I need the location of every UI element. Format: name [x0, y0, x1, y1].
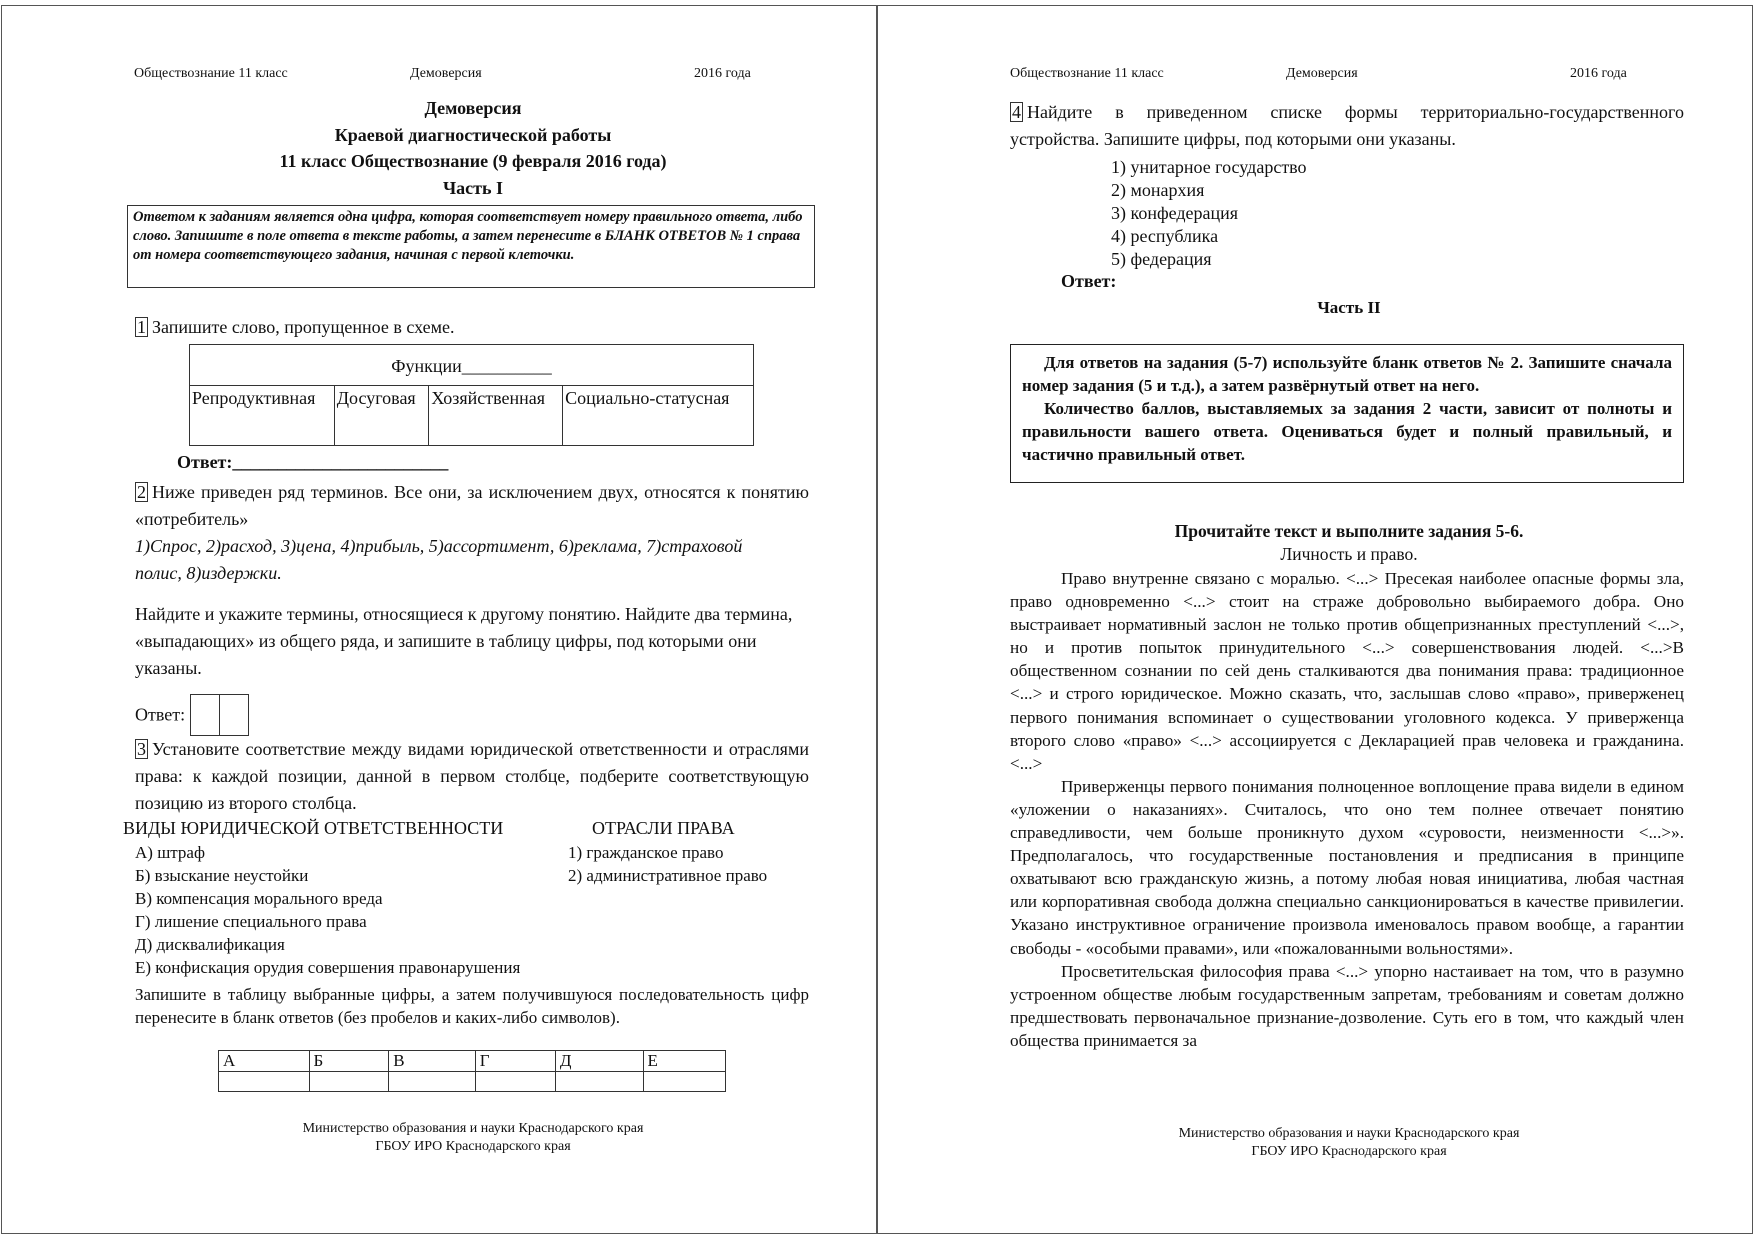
list-item: 1) гражданское право [568, 843, 724, 862]
question-text: Запишите слово, пропущенное в схеме. [152, 317, 455, 337]
question-3-task: Запишите в таблицу выбранные цифры, а затем получившуюся последовательность цифр перенесите в бланк ответов (без пробелов и каких-либо символов). [135, 985, 809, 1027]
letter-cell: Д [555, 1051, 643, 1072]
question-number: 4 [1012, 102, 1021, 122]
answer-table-3 [218, 1050, 726, 1092]
paragraph: Приверженцы первого понимания полноценное воплощение права видели в едином «уложении о наказаниях». Считалось, что оно тем полнее отвечает понятию справедливости, чем больше проникнуто духом «суровости, неизменности <...>». Предполагалось, что государственные постановления и предписания в принципе охватывают всю гражданскую жизнь, а потому любая новая инициатива, любая частная или корпоративная свобода должна специально санкционироваться в качестве привилегии. Указано инструктивное ограничение произвола именовалось правом вообще, а гарантии свободы - «особыми правами», или «пожалованными вольностями». [1010, 776, 1684, 958]
question-1 [135, 317, 455, 338]
answer-cell[interactable] [219, 1072, 310, 1092]
list-item: 2) административное право [568, 866, 768, 885]
answer-cell[interactable] [309, 1072, 389, 1092]
header-subject: Обществознание 11 класс [1010, 66, 1164, 81]
answer-cell[interactable] [190, 694, 220, 736]
instructions-text: Ответом к заданиям является одна цифра, которая соответствует номеру правильного ответа, либо слово. Запишите в поле ответа в тексте работы, а затем перенесите в БЛАНК ОТВЕТОВ № 1 справа от номера соответствующего задания, начиная с первой клеточки. [133, 209, 803, 263]
letter-cell: Е [643, 1051, 726, 1072]
letter-cell: А [219, 1051, 310, 1072]
part-title: Часть I [442, 178, 504, 198]
column-1-list [135, 841, 520, 979]
header-type: Демоверсия [410, 66, 482, 81]
letter-cell: Г [475, 1051, 555, 1072]
function-cell: Хозяйственная [429, 386, 563, 446]
instructions-box [127, 205, 815, 288]
options-list [1111, 156, 1307, 271]
instructions-paragraph: Количество баллов, выставляемых за задания 2 части, зависит от полноты и правильности вашего ответа. Оцениваться будет и полный правильный, и частично правильный ответ. [1022, 399, 1672, 464]
part-2-title: Часть II [1317, 298, 1381, 317]
terms-list: 1)Спрос, 2)расход, 3)цена, 4)прибыль, 5)ассортимент, 6)реклама, 7)страховой полис, 8)издержки. [135, 536, 743, 583]
answer-cell[interactable] [555, 1072, 643, 1092]
footer-institute: ГБОУ ИРО Краснодарского края [1251, 1144, 1447, 1159]
question-number: 2 [137, 482, 146, 502]
text-title: Личность и право. [1280, 544, 1418, 564]
question-number: 1 [137, 317, 146, 337]
option-item: 4) республика [1111, 226, 1219, 246]
letter-cell: Б [309, 1051, 389, 1072]
question-text: Установите соответствие между видами юридической ответственности и отраслями права: к каждой позиции, данной в первом столбце, подберите соответствующую позицию из второго столбца. [135, 739, 809, 813]
column-2-title: ОТРАСЛИ ПРАВА [592, 818, 735, 838]
header-subject: Обществознание 11 класс [134, 66, 288, 81]
footer-ministry: Министерство образования и науки Краснодарского края [302, 1121, 644, 1136]
answer-cell[interactable] [643, 1072, 726, 1092]
list-item: Д) дисквалификация [135, 935, 285, 954]
answer-cell[interactable] [220, 694, 249, 736]
column-1-title: ВИДЫ ЮРИДИЧЕСКОЙ ОТВЕТСТВЕННОСТИ [123, 818, 504, 838]
answer-cell[interactable] [475, 1072, 555, 1092]
part-2-instructions-box [1010, 344, 1684, 483]
paragraph: Право внутренне связано с моралью. <...> Пресекая наиболее опасные формы зла, право одновременно <...> стоит на страже добровольно выбираемого добра. Оно выстраивает нормативный заслон не только против общепризнанных преступлений <...>, но и против попыток принудительного <...> совершенствования людей. <...>В общественном сознании по сей день сталкиваются два понимания права: традиционное <...> и строго юридическое. Можно сказать, что, заслышав слово «право», приверженец первого понимания вспоминает о существовании уголовного кодекса. У приверженца второго слово «право» <...> ассоциируется с Декларацией прав человека и гражданина. <...> [1010, 569, 1684, 773]
column-2-list [568, 841, 767, 887]
reading-task-title: Прочитайте текст и выполните задания 5-6. [1174, 521, 1524, 541]
header-type: Демоверсия [1286, 66, 1358, 81]
answer-cell[interactable] [389, 1072, 476, 1092]
footer-institute: ГБОУ ИРО Краснодарского края [375, 1139, 571, 1154]
list-item: В) компенсация морального вреда [135, 889, 383, 908]
header-year: 2016 года [1570, 66, 1627, 81]
list-item: Е) конфискация орудия совершения правонарушения [135, 958, 521, 977]
question-text: Ниже приведен ряд терминов. Все они, за исключением двух, относятся к понятию «потребитель» [135, 482, 809, 529]
left-page [1, 5, 877, 1234]
question-4 [1010, 99, 1684, 153]
list-item: Б) взыскание неустойки [135, 866, 309, 885]
answer-line-1[interactable]: Ответ:________________________ [177, 452, 449, 472]
functions-table [189, 344, 754, 446]
option-item: 2) монархия [1111, 180, 1205, 200]
function-cell: Досуговая [334, 386, 429, 446]
question-3 [135, 736, 809, 817]
question-2 [135, 479, 809, 533]
doc-subtitle: Краевой диагностической работы [334, 125, 612, 145]
option-item: 5) федерация [1111, 249, 1212, 269]
option-item: 1) унитарное государство [1111, 157, 1307, 177]
doc-title: Демоверсия [424, 98, 522, 118]
right-page [877, 5, 1753, 1234]
paragraph: Просветительская философия права <...> упорно настаивает на том, что в разумно устроенном обществе любым государственным запретам, требованиям и советам должно предшествовать первоначальное признание-дозволение. Суть его в том, что каждый член общества принимается за [1010, 961, 1684, 1050]
function-cell: Социально-статусная [563, 386, 754, 446]
question-text: Найдите в приведенном списке формы территориально-государственного устройства. Запишите цифры, под которыми они указаны. [1010, 102, 1684, 149]
instructions-paragraph: Для ответов на задания (5-7) используйте бланк ответов № 2. Запишите сначала номер задания (5 и т.д.), а затем развёрнутый ответ на него. [1022, 353, 1672, 395]
footer-ministry: Министерство образования и науки Краснодарского края [1008, 1126, 1690, 1142]
question-2-task: Найдите и укажите термины, относящиеся к другому понятию. Найдите два термина, «выпадающих» из общего ряда, и запишите в таблицу цифры, под которыми они указаны. [135, 604, 793, 678]
doc-subtitle-2: 11 класс Обществознание (9 февраля 2016 года) [279, 151, 667, 171]
header-year: 2016 года [694, 66, 751, 81]
list-item: А) штраф [135, 843, 205, 862]
list-item: Г) лишение специального права [135, 912, 367, 931]
answer-label: Ответ: [135, 704, 186, 725]
question-number: 3 [137, 739, 146, 759]
answer-4[interactable]: Ответ: [1061, 271, 1117, 291]
function-cell: Репродуктивная [190, 386, 335, 446]
functions-header: Функции__________ [190, 345, 754, 386]
answer-2 [135, 694, 249, 736]
option-item: 3) конфедерация [1111, 203, 1239, 223]
reading-text [1010, 567, 1684, 1052]
letter-cell: В [389, 1051, 476, 1072]
